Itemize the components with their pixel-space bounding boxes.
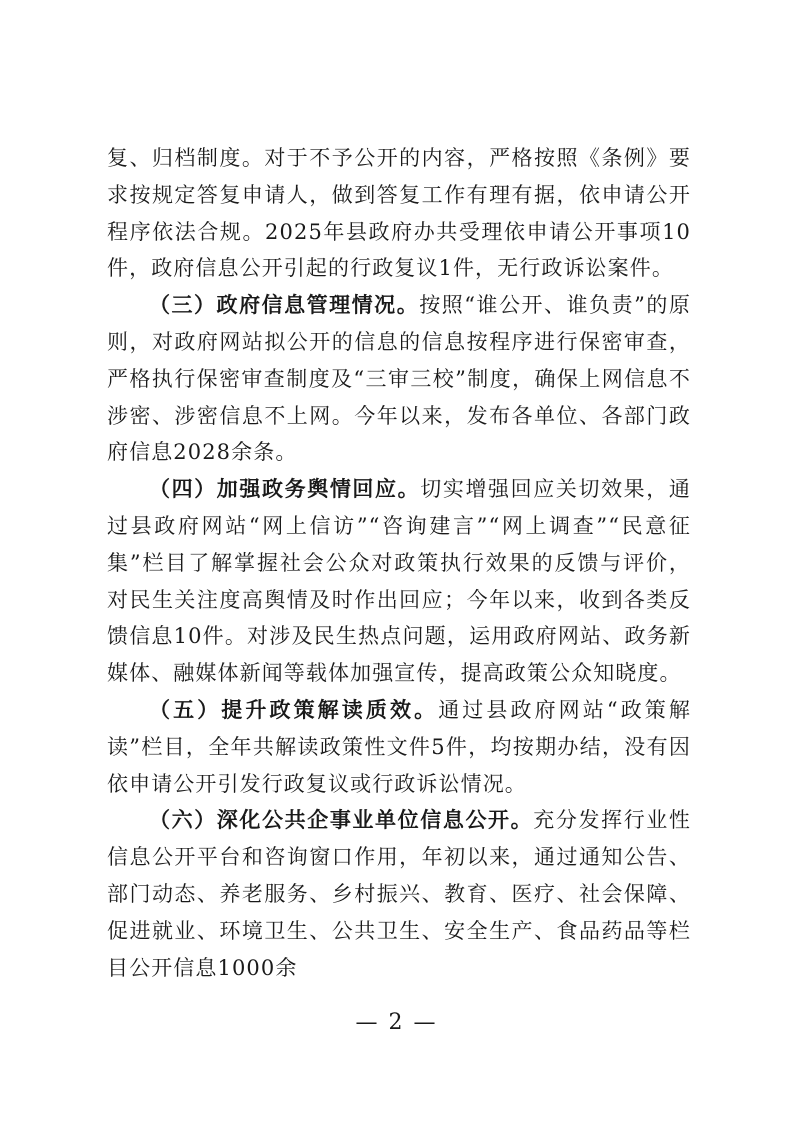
paragraph-text: 通过县政府网站“政策解读”栏目，全年共解读政策性文件5件，均按期办结，没有因依申请公开引发行政复议或行政诉讼情况。	[107, 697, 692, 796]
paragraph-public-enterprise	[107, 802, 691, 986]
paragraph-public-opinion	[107, 471, 691, 692]
page-number: — 2 —	[355, 1010, 438, 1035]
paragraph-text: 充分发挥行业性信息公开平台和咨询窗口作用，年初以来，通过通知公告、部门动态、养老服务、乡村振兴、教育、医疗、社会保障、促进就业、环境卫生、公共卫生、安全生产、食品药品等栏目公开信息1000余	[107, 808, 692, 980]
paragraph-text: 切实增强回应关切效果，通过县政府网站“网上信访”“咨询建言”“网上调查”“民意征集”栏目了解掌握社会公众对政策执行效果的反馈与评价，对民生关注度高舆情及时作出回应；今年以来，收到各类反馈信息10件。对涉及民生热点问题，运用政府网站、政务新媒体、融媒体新闻等载体加强宣传，提高政策公众知晓度。	[107, 477, 691, 686]
paragraph-text: 按照“谁公开、谁负责”的原则，对政府网站拟公开的信息的信息按程序进行保密审查，严格执行保密审查制度及“三审三校”制度，确保上网信息不涉密、涉密信息不上网。今年以来，发布各单位、各部门政府信息2028余条。	[107, 293, 691, 465]
paragraph-continuation	[107, 140, 691, 287]
section-heading: （三）政府信息管理情况。	[149, 292, 420, 318]
paragraph-policy-interpretation	[107, 692, 691, 802]
paragraph-text: 复、归档制度。对于不予公开的内容，严格按照《条例》要求按规定答复申请人，做到答复工作有理有据，依申请公开程序依法合规。2025年县政府办共受理依申请公开事项10件，政府信息公开引起的行政复议1件，无行政诉讼案件。	[107, 146, 691, 281]
section-heading: （四）加强政务舆情回应。	[149, 476, 421, 502]
paragraph-info-management	[107, 287, 691, 471]
document-body	[107, 140, 691, 986]
section-heading: （五）提升政策解读质效。	[149, 696, 439, 722]
section-heading: （六）深化公共企事业单位信息公开。	[149, 807, 534, 833]
